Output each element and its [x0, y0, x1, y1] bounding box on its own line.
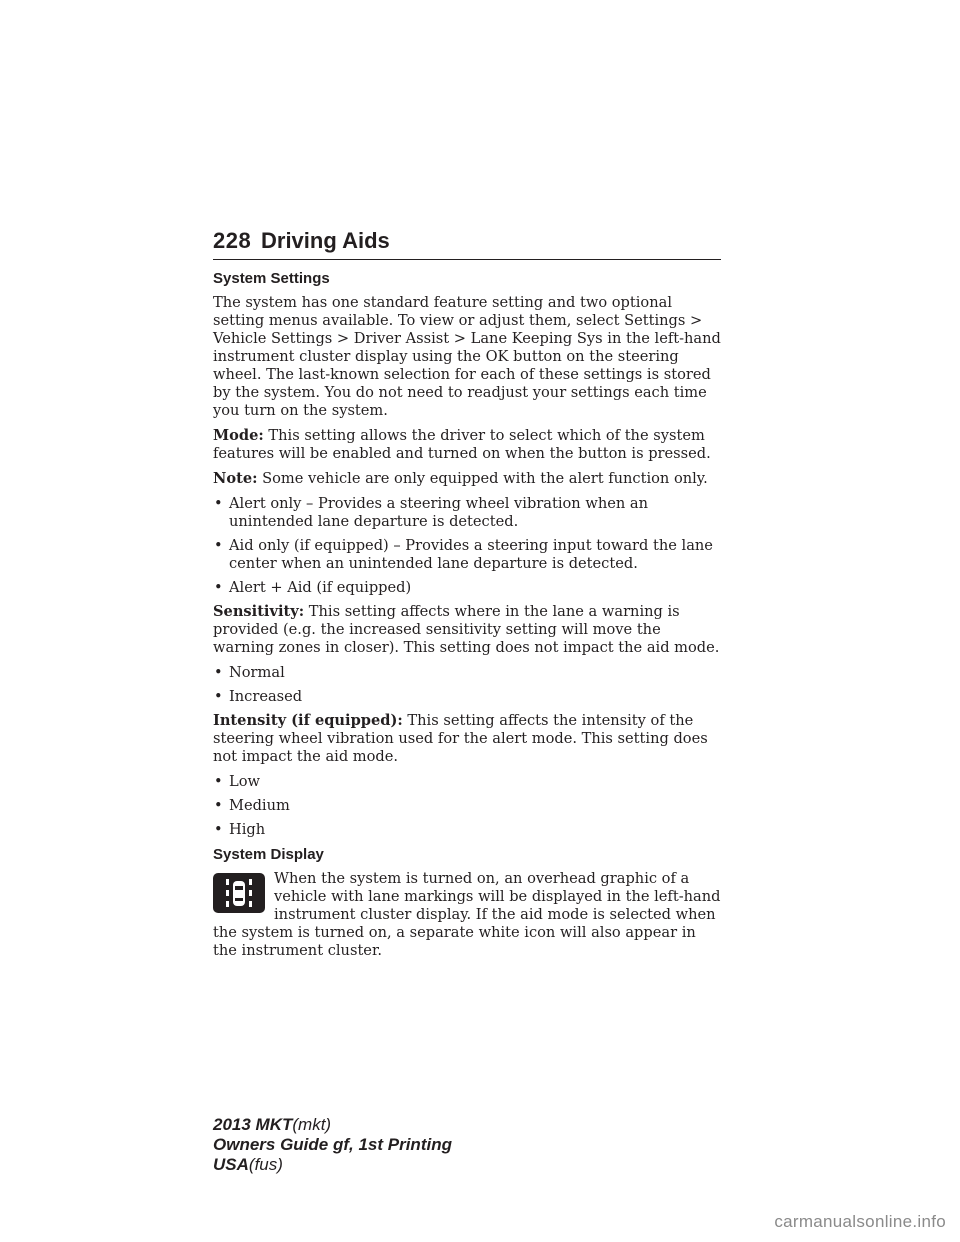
bullet-icon: • — [214, 664, 223, 681]
list-item: • Normal — [214, 664, 285, 681]
sensitivity-label: Sensitivity: — [213, 603, 305, 620]
bullet-icon: • — [214, 797, 223, 814]
intensity-text: This setting affects the intensity of the steering wheel vibration used for the alert mode. This setting does not impact the aid mode. — [213, 712, 708, 765]
intensity-paragraph — [213, 712, 721, 766]
bullet-icon: • — [214, 773, 223, 790]
list-item: • Aid only (if equipped) – Provides a steering input toward the lane center when an unintended lane departure is detected. — [214, 537, 713, 572]
page-number: 228 — [213, 228, 252, 253]
mode-paragraph — [213, 427, 721, 463]
list-item: • Increased — [214, 688, 303, 705]
section-title: Driving Aids — [261, 228, 390, 253]
system-settings-heading: System Settings — [213, 270, 330, 287]
list-item: • Low — [214, 773, 260, 790]
footer-line-1: 2013 MKT(mkt) — [213, 1115, 332, 1134]
list-item: • High — [214, 821, 266, 838]
bullet-icon: • — [214, 537, 223, 554]
system-display-section — [213, 846, 721, 960]
system-settings-intro: The system has one standard feature setting and two optional setting menus available. To view or adjust them, select Settings > Vehicle Settings > Driver Assist > Lane Keeping Sys in the left-hand instrument cluster display using the OK button on the steering wheel. The last-known selection for each of these settings is stored by the system. You do not need to readjust your settings each time you turn on the system. — [213, 294, 721, 419]
document-footer — [213, 1115, 452, 1175]
footer-line-3: USA(fus) — [213, 1155, 283, 1174]
bullet-icon: • — [214, 495, 223, 512]
list-item: • Medium — [214, 797, 290, 814]
bullet-icon: • — [214, 579, 223, 596]
sensitivity-text: This setting affects where in the lane a warning is provided (e.g. the increased sensitivity setting will move the warning zones in closer). This setting does not impact the aid mode. — [213, 603, 720, 656]
list-item: • Alert + Aid (if equipped) — [214, 579, 412, 596]
lane-keeping-icon — [213, 873, 265, 913]
mode-text: This setting allows the driver to select which of the system features will be enabled and turned on when the button is pressed. — [213, 427, 711, 462]
watermark: carmanualsonline.info — [774, 1212, 946, 1231]
note-paragraph — [213, 470, 721, 488]
note-label: Note: — [213, 470, 258, 487]
mode-label: Mode: — [213, 427, 264, 444]
system-display-heading: System Display — [213, 846, 324, 863]
intensity-label: Intensity (if equipped): — [213, 712, 403, 729]
footer-line-2: Owners Guide gf, 1st Printing — [213, 1135, 452, 1154]
header-rule — [213, 259, 721, 260]
sensitivity-paragraph — [213, 603, 721, 657]
page-body — [213, 270, 721, 967]
list-item: • Alert only – Provides a steering wheel vibration when an unintended lane departure is detected. — [214, 495, 649, 530]
system-display-text: When the system is turned on, an overhead graphic of a vehicle with lane markings will be displayed in the left-hand instrument cluster display. If the aid mode is selected when the system is turned on, a separate white icon will also appear in the instrument cluster. — [213, 870, 721, 959]
bullet-icon: • — [214, 821, 223, 838]
bullet-icon: • — [214, 688, 223, 705]
note-text: Some vehicle are only equipped with the alert function only. — [262, 470, 708, 487]
